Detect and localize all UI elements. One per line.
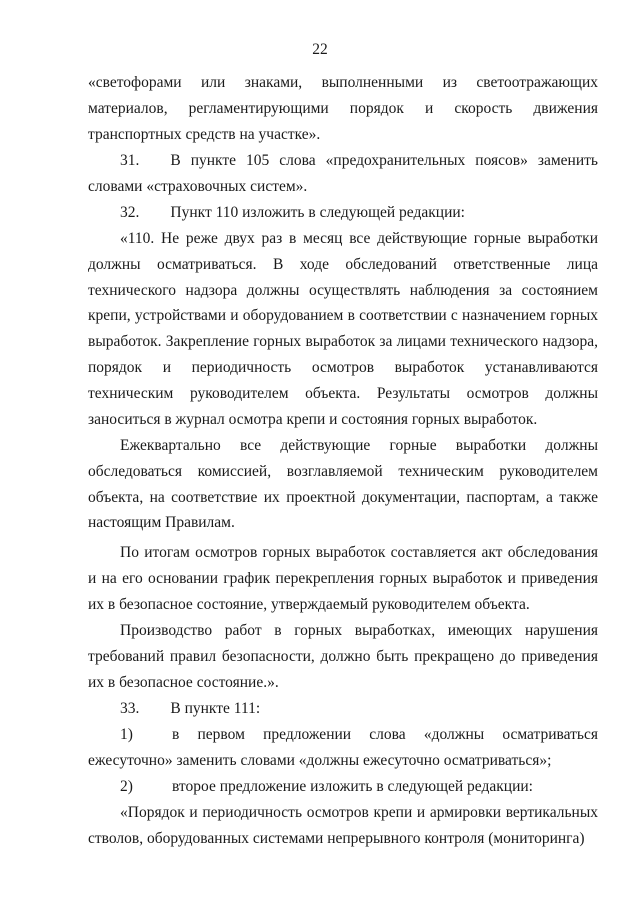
paragraph-inspection-results: По итогам осмотров горных выработок составляется акт обследования и на его основании график перекрепления горных выработок и приведения их в безопасное состояние, утверждаемый руководителем объекта. (88, 544, 598, 613)
list-item-2-text: второе предложение изложить в следующей редакции: (172, 778, 533, 795)
paragraph-clause-110: «110. Не реже двух раз в месяц все действующие горные выработки должны осматриваться. В ходе обследований ответственные лица технического надзора должны осуществлять наблюдения за состоянием крепи, устройствами и оборудованием в соответствии с назначением горных выработок. Закрепление горных выработок за лицами технического надзора, порядок и периодичность осмотров выработок устанавливаются техническим руководителем объекта. Результаты осмотров должны заноситься в журнал осмотра крепи и состояния горных выработок. (88, 230, 598, 428)
paragraph-item-32: 32. Пункт 110 изложить в следующей редакции: (120, 204, 465, 221)
list-item-1-text: в первом предложении слова «должны осматриваться ежесуточно» заменить словами «должны ежесуточно осматриваться»; (88, 726, 598, 769)
page-number: 22 (312, 41, 328, 58)
paragraph-item-33: 33. В пункте 111: (120, 700, 261, 717)
list-item-2-number: 2) (120, 778, 133, 795)
list-item-1 (88, 722, 598, 774)
paragraph-quarterly-inspection: Ежеквартально все действующие горные выработки должны обследоваться комиссией, возглавляемой техническим руководителем объекта, на соответствие их проектной документации, паспортам, а также настоящим Правилам. (88, 437, 598, 532)
list-item-1-number: 1) (120, 726, 133, 743)
paragraph-item-31: 31. В пункте 105 слова «предохранительных поясов» заменить словами «страховочных систем». (88, 152, 598, 195)
paragraph-work-stop: Производство работ в горных выработках, имеющих нарушения требований правил безопасности, должно быть прекращено до приведения их в безопасное состояние.». (88, 622, 598, 691)
list-item-2 (88, 774, 598, 800)
paragraph-clause-111-quote: «Порядок и периодичность осмотров крепи и армировки вертикальных стволов, оборудованных системами непрерывного контроля (мониторинга) (88, 804, 598, 847)
paragraph-continuation: «светофорами или знаками, выполненными из светоотражающих материалов, регламентирующими порядок и скорость движения транспортных средств на участке». (88, 74, 598, 143)
